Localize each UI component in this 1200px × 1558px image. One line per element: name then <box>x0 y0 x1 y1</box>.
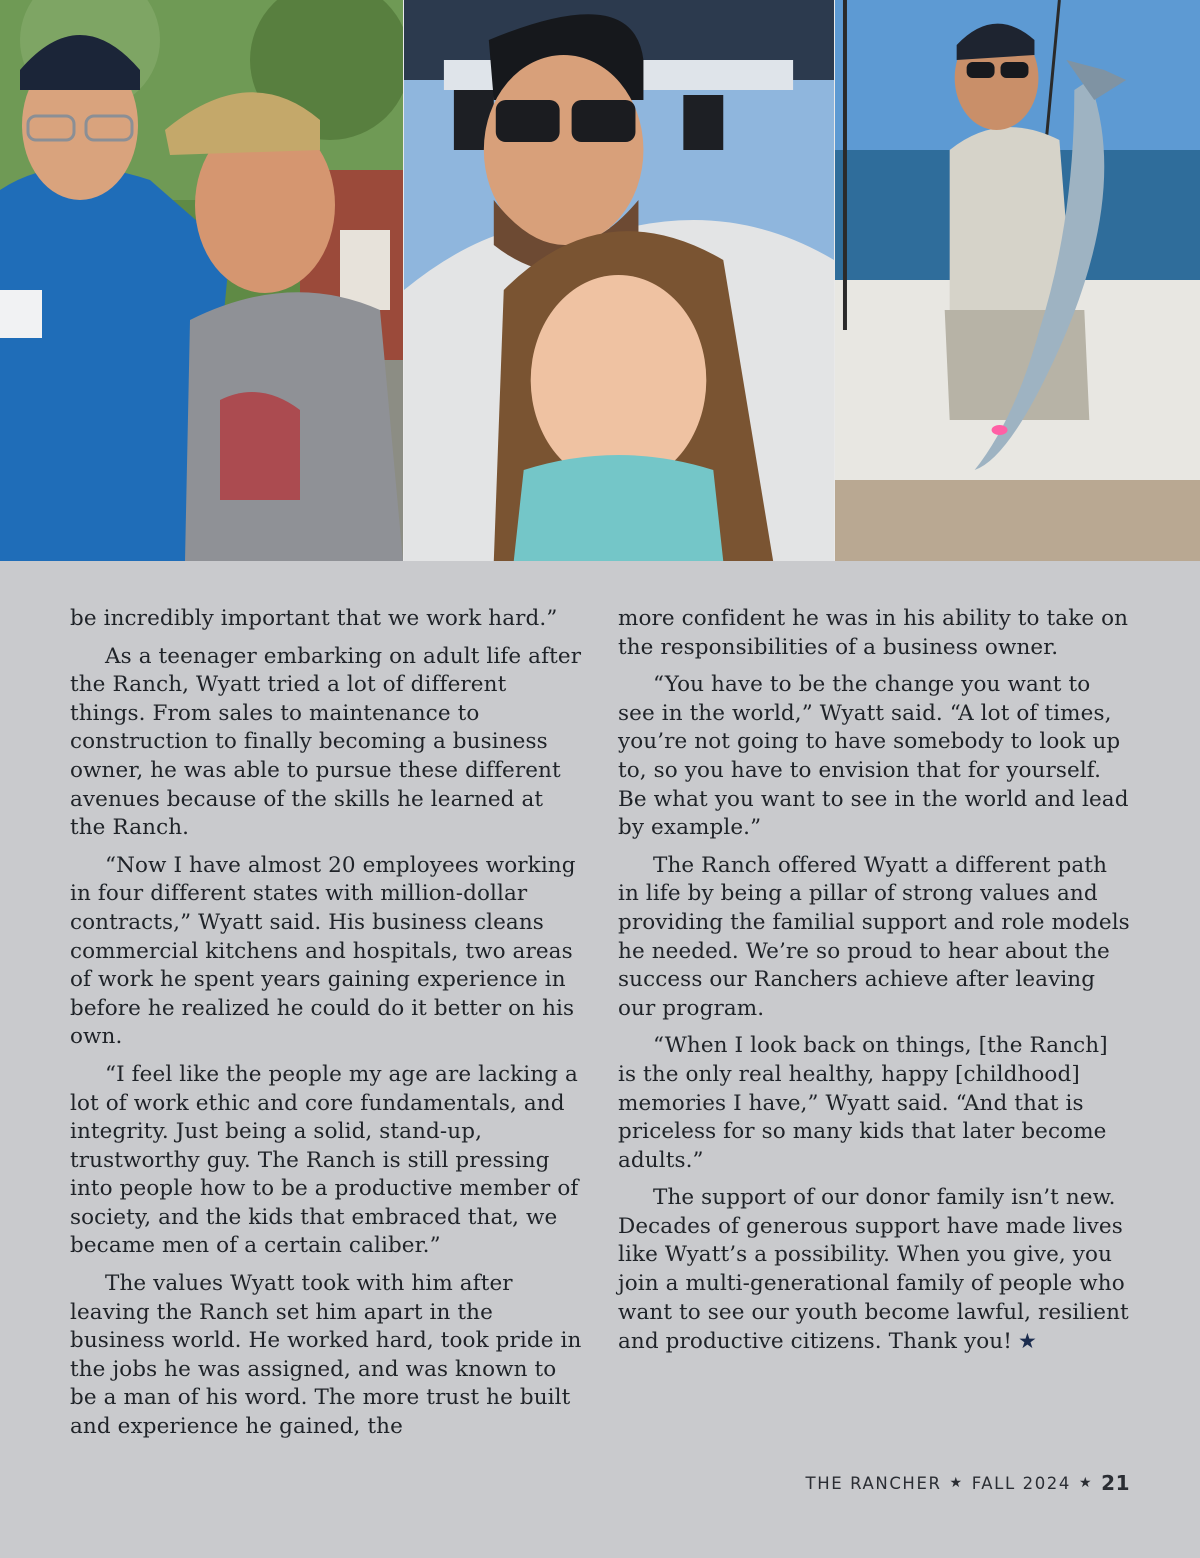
paragraph: As a teenager embarking on adult life after the Ranch, Wyatt tried a lot of different things. From sales to maintenance to construction to finally becoming a business owner, he was able to pursue these different avenues because of the skills he learned at the Ranch. <box>70 643 582 841</box>
paragraph: be incredibly important that we work hard.” <box>70 606 558 631</box>
photo-wyatt-holding-fish <box>834 0 1200 561</box>
right-column <box>618 605 1130 1451</box>
star-separator-icon: ★ <box>1079 1475 1094 1491</box>
paragraph: The Ranch offered Wyatt a different path in life by being a pillar of strong values and providing the familial support and role models he needed. We’re so proud to hear about the success our Ranchers achieve after leaving our program. <box>618 852 1130 1021</box>
page-number: 21 <box>1101 1471 1130 1495</box>
photo-strip <box>0 0 1200 561</box>
page-footer <box>806 1471 1130 1495</box>
end-star-icon: ★ <box>1017 1329 1037 1354</box>
photo-wyatt-with-daughter-on-boat <box>403 0 834 561</box>
photo-wyatt-with-ranch-staff-icon <box>0 0 403 561</box>
publication-name: THE RANCHER <box>805 1473 942 1493</box>
photo-wyatt-holding-fish-icon <box>835 0 1200 561</box>
photo-wyatt-with-daughter-on-boat-icon <box>404 0 834 561</box>
paragraph: more confident he was in his ability to take on the responsibilities of a business owner. <box>618 606 1129 660</box>
star-separator-icon: ★ <box>949 1475 964 1491</box>
closing-paragraph <box>618 1184 1130 1357</box>
issue-label: FALL 2024 <box>971 1473 1071 1493</box>
paragraph: “I feel like the people my age are lacking a lot of work ethic and core fundamentals, and integrity. Just being a solid, stand-up, trustworthy guy. The Ranch is still pressing into people how to be a productive member of society, and the kids that embraced that, we became men of a certain caliber.” <box>70 1061 579 1259</box>
photo-wyatt-with-ranch-staff <box>0 0 403 561</box>
closing-paragraph-text: The support of our donor family isn’t new. Decades of generous support have made lives like Wyatt’s a possibility. When you give, you join a multi-generational family of people who want to see our youth become lawful, resilient and productive citizens. Thank you! <box>618 1185 1129 1355</box>
paragraph: The values Wyatt took with him after leaving the Ranch set him apart in the business world. He worked hard, took pride in the jobs he was assigned, and was known to be a man of his word. The more trust he built and experience he gained, the <box>70 1271 582 1440</box>
article-body <box>70 605 1130 1451</box>
paragraph: “Now I have almost 20 employees working in four different states with million-dollar contracts,” Wyatt said. His business cleans commercial kitchens and hospitals, two areas of work he spent years gaining experience in before he realized he could do it better on his own. <box>70 852 576 1050</box>
paragraph: “When I look back on things, [the Ranch] is the only real healthy, happy [childhood] memories I have,” Wyatt said. “And that is priceless for so many kids that later become adults.” <box>618 1033 1108 1173</box>
left-column <box>70 605 582 1451</box>
paragraph: “You have to be the change you want to see in the world,” Wyatt said. “A lot of times, you’re not going to have somebody to look up to, so you have to envision that for yourself. Be what you want to see in the world and lead by example.” <box>618 672 1129 841</box>
